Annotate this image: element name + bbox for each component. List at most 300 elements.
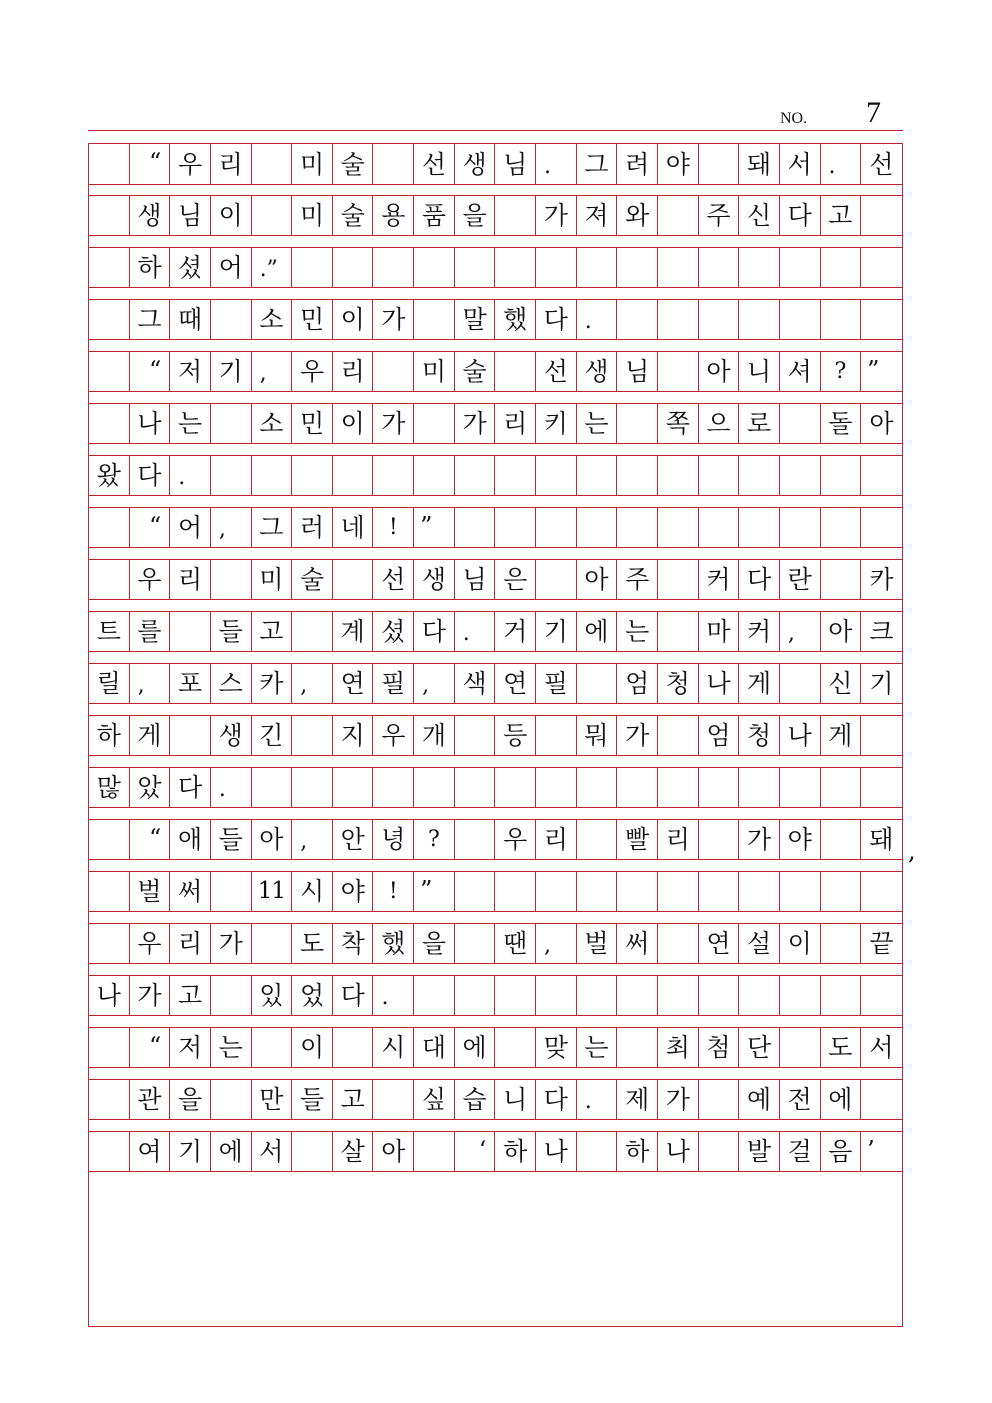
grid-cell: [577, 664, 618, 703]
grid-cell: 아: [869, 409, 894, 438]
manuscript-row: [89, 559, 902, 600]
grid-cell: 안: [333, 820, 374, 859]
grid-cell: 고: [333, 1080, 374, 1119]
grid-cell: [658, 300, 699, 339]
grid-cell: [617, 872, 658, 911]
grid-cell: 는: [617, 612, 658, 651]
grid-cell: [861, 872, 902, 911]
manuscript-row: [89, 871, 902, 912]
grid-cell: 도: [292, 924, 333, 963]
grid-cell: 야: [658, 144, 699, 184]
grid-cell: [536, 248, 577, 287]
grid-cell: 11: [252, 872, 293, 911]
grid-cell: 에: [577, 612, 618, 651]
grid-cell: 들: [211, 612, 252, 651]
grid-cell: [780, 872, 821, 911]
grid-cell: 이: [780, 924, 821, 963]
grid-cell: 을: [170, 1080, 211, 1119]
grid-cell: 에: [455, 1028, 496, 1067]
grid-cell: [211, 560, 252, 599]
grid-cell: 저: [170, 352, 211, 391]
grid-cell: [617, 976, 658, 1015]
grid-cell: 돌: [821, 404, 862, 443]
grid-cell: 품: [414, 196, 455, 235]
grid-cell: 신: [821, 664, 862, 703]
grid-cell: [821, 976, 862, 1015]
grid-cell: 술: [333, 144, 374, 184]
grid-cell: 술: [455, 352, 496, 391]
grid-cell: 서: [252, 1132, 293, 1171]
grid-cell: 을: [414, 924, 455, 963]
grid-cell: 등: [495, 716, 536, 755]
grid-cell: 이: [333, 404, 374, 443]
grid-cell: .: [536, 144, 577, 184]
grid-cell: [617, 1028, 658, 1067]
grid-cell: [455, 872, 496, 911]
grid-cell: [699, 768, 740, 807]
grid-cell: .”: [252, 248, 293, 287]
grid-cell: [536, 976, 577, 1015]
grid-cell: 리: [536, 820, 577, 859]
grid-cell: [821, 872, 862, 911]
grid-cell: [658, 508, 699, 547]
grid-cell: [821, 456, 862, 495]
manuscript-row: [89, 923, 902, 964]
grid-cell: ’: [867, 1136, 875, 1164]
grid-cell: ,: [414, 664, 455, 703]
grid-cell: 하: [130, 248, 171, 287]
grid-cell: 거: [495, 612, 536, 651]
grid-cell: 용: [373, 196, 414, 235]
manuscript-row: [89, 144, 902, 185]
grid-cell: [861, 976, 902, 1015]
grid-cell: 고: [170, 976, 211, 1015]
grid-cell: ”: [414, 872, 455, 911]
grid-cell: 계: [333, 612, 374, 651]
grid-cell: [536, 872, 577, 911]
grid-cell: [861, 508, 902, 547]
grid-cell: 설: [739, 924, 780, 963]
grid-cell: ”: [414, 508, 455, 547]
page-number-label: NO.: [780, 110, 808, 127]
grid-cell: [252, 196, 293, 235]
grid-cell: 들: [292, 1080, 333, 1119]
grid-cell: “: [130, 144, 171, 184]
grid-cell: 셨: [170, 248, 211, 287]
grid-cell: [211, 1080, 252, 1119]
grid-cell: [495, 508, 536, 547]
grid-cell: 가: [373, 404, 414, 443]
grid-cell: [861, 300, 902, 339]
grid-cell: 기: [869, 669, 894, 698]
manuscript-row: [89, 1131, 902, 1172]
grid-cell: [658, 352, 699, 391]
grid-cell: 리: [333, 352, 374, 391]
grid-cell: 리: [495, 404, 536, 443]
grid-cell: 다: [739, 560, 780, 599]
grid-cell: ,: [292, 820, 333, 859]
grid-cell: !: [373, 872, 414, 911]
grid-cell: [373, 768, 414, 807]
grid-cell: 아: [699, 352, 740, 391]
manuscript-row: [89, 195, 902, 236]
grid-cell: 써: [617, 924, 658, 963]
grid-cell: [495, 976, 536, 1015]
grid-cell: 가: [536, 196, 577, 235]
grid-cell: 만: [252, 1080, 293, 1119]
grid-cell: [211, 404, 252, 443]
grid-cell: [739, 456, 780, 495]
grid-cell: 청: [739, 716, 780, 755]
manuscript-row: [89, 767, 902, 808]
grid-cell: 미: [292, 196, 333, 235]
grid-cell: 니: [739, 352, 780, 391]
grid-cell: 님: [170, 196, 211, 235]
grid-cell: .: [455, 612, 496, 651]
grid-cell: 다: [170, 768, 211, 807]
grid-cell: [455, 820, 496, 859]
grid-cell: ?: [821, 352, 862, 391]
grid-cell: .: [373, 976, 414, 1015]
grid-cell: 선: [869, 149, 894, 179]
grid-cell: 최: [658, 1028, 699, 1067]
grid-cell: [536, 456, 577, 495]
grid-cell: [861, 768, 902, 807]
grid-cell: [861, 456, 902, 495]
grid-cell: 소: [252, 404, 293, 443]
grid-cell: 기: [211, 352, 252, 391]
grid-cell: [780, 248, 821, 287]
grid-cell: [211, 976, 252, 1015]
grid-cell: 했: [373, 924, 414, 963]
grid-cell: 필: [536, 664, 577, 703]
manuscript-row: [89, 299, 902, 340]
grid-cell: 고: [252, 612, 293, 651]
grid-cell: 는: [577, 1028, 618, 1067]
grid-cell: 가: [373, 300, 414, 339]
grid-cell: 저: [170, 1028, 211, 1067]
grid-cell: 시: [292, 872, 333, 911]
grid-cell: [617, 456, 658, 495]
grid-cell: [89, 248, 130, 287]
grid-cell: 끝: [869, 929, 894, 958]
grid-cell: [577, 976, 618, 1015]
grid-cell: 았: [130, 768, 171, 807]
grid-cell: [739, 768, 780, 807]
grid-cell: 다: [130, 456, 171, 495]
grid-cell: 하: [89, 716, 130, 755]
grid-cell: 싶: [414, 1080, 455, 1119]
grid-cell: ,: [211, 508, 252, 547]
grid-cell: [536, 560, 577, 599]
grid-cell: 빨: [617, 820, 658, 859]
grid-cell: 으: [699, 404, 740, 443]
grid-cell: 커: [699, 560, 740, 599]
grid-cell: 민: [292, 300, 333, 339]
grid-cell: [658, 924, 699, 963]
manuscript-row: [89, 663, 902, 704]
grid-cell: 애: [170, 820, 211, 859]
grid-cell: “: [130, 820, 171, 859]
grid-cell: [495, 456, 536, 495]
grid-cell: 나: [536, 1132, 577, 1171]
grid-cell: [821, 768, 862, 807]
grid-cell: 녕: [373, 820, 414, 859]
grid-cell: [292, 716, 333, 755]
grid-cell: 전: [780, 1080, 821, 1119]
manuscript-row: [89, 611, 902, 652]
grid-cell: [861, 248, 902, 287]
grid-cell: 고: [821, 196, 862, 235]
grid-cell: 도: [821, 1028, 862, 1067]
grid-cell: [699, 820, 740, 859]
grid-cell: 술: [333, 196, 374, 235]
grid-cell: [89, 872, 130, 911]
grid-cell: 셔: [780, 352, 821, 391]
grid-cell: [292, 248, 333, 287]
grid-cell: [739, 300, 780, 339]
grid-cell: 에: [821, 1080, 862, 1119]
grid-cell: 개: [414, 716, 455, 755]
grid-cell: [455, 456, 496, 495]
grid-cell: 커: [739, 612, 780, 651]
grid-cell: [373, 1080, 414, 1119]
grid-cell: [495, 196, 536, 235]
grid-cell: 습: [455, 1080, 496, 1119]
grid-cell: 벌: [130, 872, 171, 911]
grid-cell: 아: [373, 1132, 414, 1171]
grid-cell: 님: [495, 144, 536, 184]
grid-cell: 왔: [89, 456, 130, 495]
grid-cell: 다: [780, 196, 821, 235]
grid-cell: 어: [170, 508, 211, 547]
grid-cell: 이: [333, 300, 374, 339]
grid-cell: 져: [577, 196, 618, 235]
manuscript-row: [89, 247, 902, 288]
grid-cell: 네: [333, 508, 374, 547]
grid-cell: 님: [617, 352, 658, 391]
grid-cell: 우: [170, 144, 211, 184]
grid-cell: 아: [577, 560, 618, 599]
grid-cell: 나: [130, 404, 171, 443]
grid-cell: 그: [252, 508, 293, 547]
grid-cell: [495, 248, 536, 287]
grid-cell: 시: [373, 1028, 414, 1067]
grid-cell: 생: [211, 716, 252, 755]
grid-cell: 기: [170, 1132, 211, 1171]
grid-cell: 아: [252, 820, 293, 859]
grid-cell: [252, 924, 293, 963]
grid-cell: 필: [373, 664, 414, 703]
grid-cell: 예: [739, 1080, 780, 1119]
grid-cell: !: [373, 508, 414, 547]
grid-cell: 하: [617, 1132, 658, 1171]
grid-cell: 카: [869, 565, 894, 594]
grid-cell: 땐: [495, 924, 536, 963]
grid-cell: 리: [170, 924, 211, 963]
grid-cell: [658, 716, 699, 755]
grid-cell: [821, 300, 862, 339]
grid-cell: 다: [536, 1080, 577, 1119]
grid-cell: 이: [211, 196, 252, 235]
grid-cell: 연: [699, 924, 740, 963]
grid-cell: [577, 1132, 618, 1171]
manuscript-row: [89, 1079, 902, 1120]
grid-cell: [658, 768, 699, 807]
grid-cell: .: [170, 456, 211, 495]
grid-cell: 우: [495, 820, 536, 859]
grid-cell: .: [211, 768, 252, 807]
grid-cell: .: [577, 300, 618, 339]
grid-cell: 을: [455, 196, 496, 235]
grid-cell: 그: [577, 144, 618, 184]
grid-cell: [333, 1028, 374, 1067]
grid-cell: [699, 872, 740, 911]
grid-cell: 크: [869, 617, 894, 646]
grid-cell: 님: [455, 560, 496, 599]
grid-cell: [292, 612, 333, 651]
grid-cell: 미: [252, 560, 293, 599]
grid-cell: [211, 872, 252, 911]
grid-cell: [658, 976, 699, 1015]
grid-cell: [821, 820, 862, 859]
grid-cell: [292, 456, 333, 495]
grid-cell: [577, 768, 618, 807]
grid-cell: 살: [333, 1132, 374, 1171]
grid-cell: 트: [89, 612, 130, 651]
grid-cell: [821, 560, 862, 599]
grid-cell: 쪽: [658, 404, 699, 443]
grid-cell: 돼: [739, 144, 780, 184]
grid-cell: [861, 196, 902, 235]
grid-cell: [89, 1080, 130, 1119]
grid-cell: [577, 820, 618, 859]
grid-cell: 긴: [252, 716, 293, 755]
grid-cell: [495, 352, 536, 391]
grid-cell: [89, 404, 130, 443]
grid-cell: 착: [333, 924, 374, 963]
grid-cell: 선: [414, 144, 455, 184]
grid-cell: 는: [211, 1028, 252, 1067]
grid-cell: [617, 300, 658, 339]
grid-cell: [211, 456, 252, 495]
grid-cell: 음: [821, 1132, 862, 1171]
grid-cell: 려: [617, 144, 658, 184]
grid-cell: 연: [495, 664, 536, 703]
grid-cell: 가: [658, 1080, 699, 1119]
grid-cell: 엄: [699, 716, 740, 755]
grid-cell: 우: [373, 716, 414, 755]
grid-cell: [333, 248, 374, 287]
grid-cell: 말: [455, 300, 496, 339]
grid-cell: [699, 144, 740, 184]
grid-cell: ,: [536, 924, 577, 963]
grid-cell: [89, 924, 130, 963]
grid-cell: 많: [89, 768, 130, 807]
grid-cell: [861, 1080, 902, 1119]
grid-cell: [536, 768, 577, 807]
grid-cell: [699, 1080, 740, 1119]
grid-cell: 연: [333, 664, 374, 703]
grid-cell: [455, 508, 496, 547]
grid-cell: [414, 1132, 455, 1171]
grid-cell: 나: [89, 976, 130, 1015]
grid-cell: 색: [455, 664, 496, 703]
grid-cell: [211, 300, 252, 339]
header-divider: [88, 130, 903, 131]
grid-cell: [170, 612, 211, 651]
grid-cell: [739, 508, 780, 547]
grid-cell: “: [130, 508, 171, 547]
grid-cell: [373, 248, 414, 287]
grid-cell: [414, 768, 455, 807]
grid-cell: 아: [821, 612, 862, 651]
grid-cell: 카: [252, 664, 293, 703]
grid-cell: 발: [739, 1132, 780, 1171]
grid-cell: 게: [130, 716, 171, 755]
grid-cell: ,: [252, 352, 293, 391]
grid-cell: [780, 1028, 821, 1067]
grid-cell: 었: [292, 976, 333, 1015]
grid-cell: [455, 248, 496, 287]
grid-cell: 써: [170, 872, 211, 911]
grid-cell: [252, 144, 293, 184]
grid-cell: 가: [739, 820, 780, 859]
grid-cell: [89, 196, 130, 235]
grid-cell: [252, 768, 293, 807]
grid-cell: ,: [780, 612, 821, 651]
grid-cell: [617, 404, 658, 443]
grid-cell: “: [130, 352, 171, 391]
grid-cell: [739, 872, 780, 911]
grid-cell: [536, 508, 577, 547]
grid-cell: [699, 456, 740, 495]
grid-cell: [414, 456, 455, 495]
grid-cell: 미: [292, 144, 333, 184]
grid-cell: 미: [414, 352, 455, 391]
grid-cell: ?: [414, 820, 455, 859]
grid-cell: [414, 248, 455, 287]
grid-cell: [821, 924, 862, 963]
grid-cell: 생: [414, 560, 455, 599]
grid-cell: 에: [211, 1132, 252, 1171]
grid-cell: [455, 976, 496, 1015]
grid-cell: 생: [455, 144, 496, 184]
grid-cell: .: [577, 1080, 618, 1119]
grid-cell: [455, 716, 496, 755]
grid-cell: 제: [617, 1080, 658, 1119]
grid-cell: 관: [130, 1080, 171, 1119]
grid-cell: 키: [536, 404, 577, 443]
grid-cell: 게: [821, 716, 862, 755]
grid-cell: [699, 976, 740, 1015]
grid-cell: [89, 1132, 130, 1171]
grid-cell: [780, 976, 821, 1015]
grid-cell: [373, 352, 414, 391]
grid-cell: [821, 508, 862, 547]
grid-cell: 주: [617, 560, 658, 599]
grid-cell: [292, 1132, 333, 1171]
manuscript-row: [89, 455, 902, 496]
grid-cell: 때: [170, 300, 211, 339]
grid-cell: [577, 248, 618, 287]
grid-cell: 생: [130, 196, 171, 235]
grid-cell: “: [130, 1028, 171, 1067]
grid-cell: 는: [577, 404, 618, 443]
grid-cell: 생: [577, 352, 618, 391]
grid-cell: [252, 1028, 293, 1067]
grid-cell: 선: [373, 560, 414, 599]
